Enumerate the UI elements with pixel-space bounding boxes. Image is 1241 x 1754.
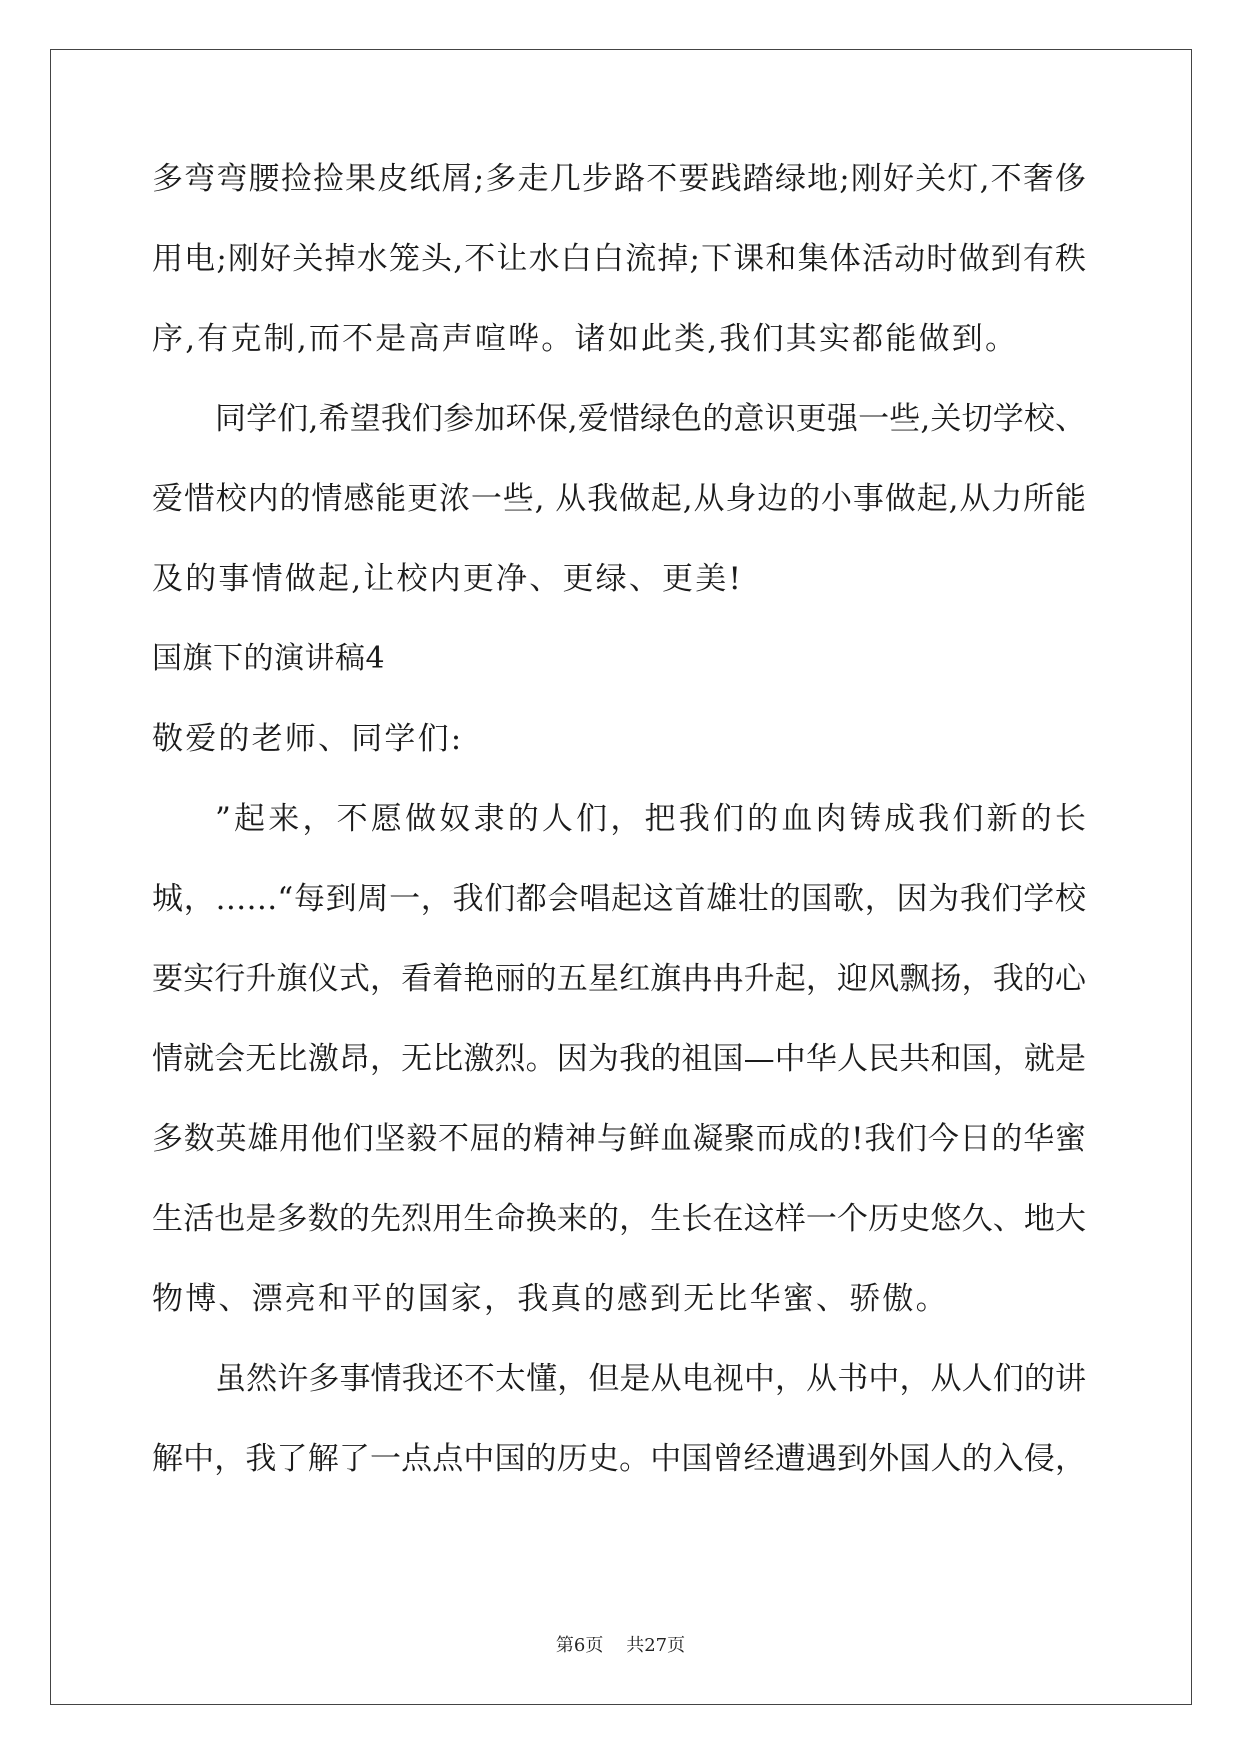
text-line: 同学们,希望我们参加环保,爱惜绿色的意识更强一些,关切学校、: [215, 401, 1086, 437]
document-body: [152, 154, 1086, 1514]
salutation: 敬爱的老师、同学们:: [152, 721, 464, 757]
text-line: 及的事情做起,让校内更净、更绿、更美!: [152, 561, 744, 597]
text-line: ”起来，不愿做奴隶的人们，把我们的血肉铸成我们新的长: [215, 801, 1086, 837]
text-line: 序,有克制,而不是高声喧哗。诸如此类,我们其实都能做到。: [152, 321, 1019, 357]
page-number: 第6页: [555, 1635, 604, 1656]
text-line: 用电;刚好关掉水笼头,不让水白白流掉;下课和集体活动时做到有秩: [152, 241, 1086, 277]
text-line: 城，……“每到周一，我们都会唱起这首雄壮的国歌，因为我们学校: [152, 881, 1086, 917]
text-line: 多数英雄用他们坚毅不屈的精神与鲜血凝聚而成的!我们今日的华蜜: [152, 1121, 1086, 1157]
text-line: 爱惜校内的情感能更浓一些, 从我做起,从身边的小事做起,从力所能: [152, 481, 1086, 517]
text-line: 物博、漂亮和平的国家，我真的感到无比华蜜、骄傲。: [152, 1281, 949, 1317]
text-line: 虽然许多事情我还不太懂，但是从电视中，从书中，从人们的讲: [215, 1361, 1086, 1397]
text-line: 多弯弯腰捡捡果皮纸屑;多走几步路不要践踏绿地;刚好关灯,不奢侈: [152, 161, 1086, 197]
text-line: 解中，我了解了一点点中国的历史。中国曾经遭遇到外国人的入侵，: [152, 1441, 1086, 1477]
text-line: 生活也是多数的先烈用生命换来的，生长在这样一个历史悠久、地大: [152, 1201, 1086, 1237]
section-heading: 国旗下的演讲稿4: [152, 641, 386, 676]
text-line: 要实行升旗仪式，看着艳丽的五星红旗冉冉升起，迎风飘扬，我的心: [152, 961, 1086, 997]
text-line: 情就会无比激昂，无比激烈。因为我的祖国—中华人民共和国，就是: [152, 1041, 1086, 1077]
page-footer: [0, 1631, 1241, 1657]
page-total: 共27页: [626, 1635, 686, 1656]
